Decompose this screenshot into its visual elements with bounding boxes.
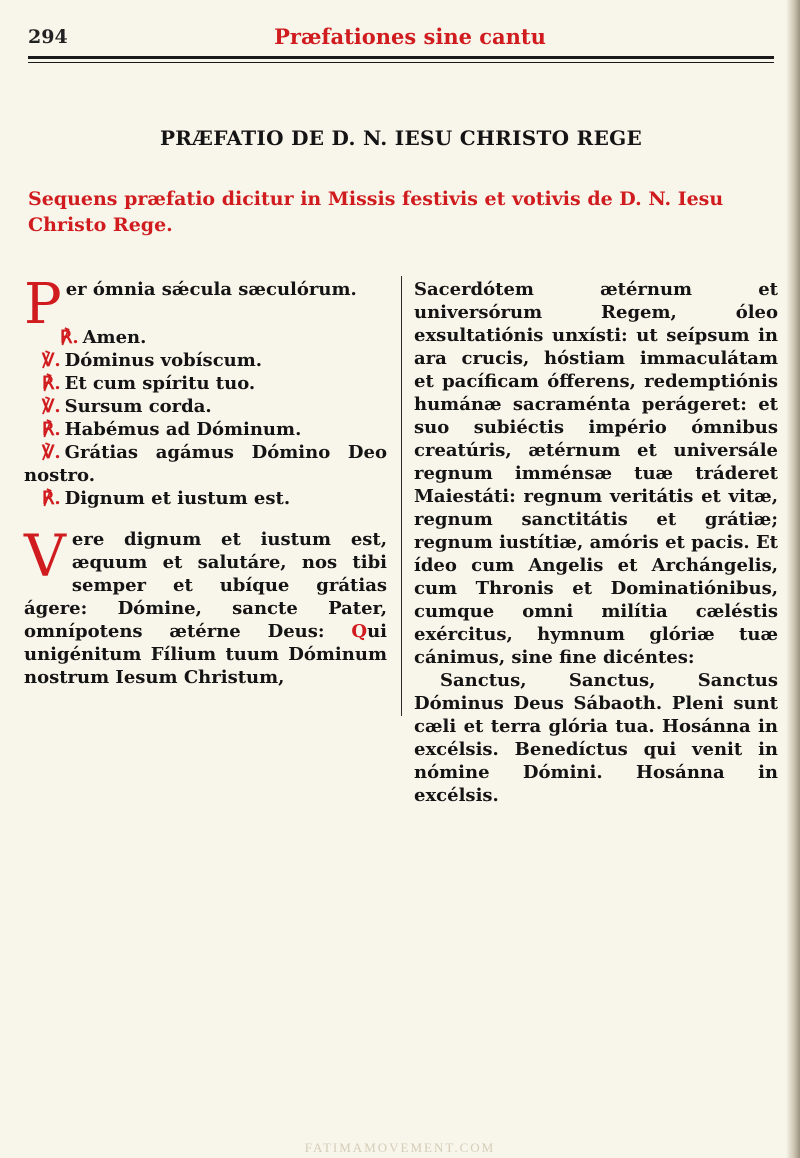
preface-title: PRÆFATIO DE D. N. IESU CHRISTO REGE [159,126,643,150]
dialogue-line: ℟. Amen. [60,327,147,348]
header-rule-thin [28,62,774,63]
response-symbol: ℟. [42,488,61,509]
red-initial-q: Q [351,621,368,642]
preface-text-continued: Sacerdótem ætérnum et universórum Regem, óleo exsultatiónis unxísti: ut seípsum in ara crucis, hóstiam immaculátam et pacíficam ófferens, redemptiónis humánæ sacraménta perágeret: et suo subiéctis império ómnibus creatúris, ætérnum et universále regnum imménsæ tuæ tráderet Maiestáti: regnum veritátis et vitæ, regnum sanctitátis et grátiæ; regnum iustítiæ, amóris et pacis. Et ídeo cum Angelis et Archángelis, cum Thronis et Dominatiónibus, cumque omni milítia cæléstis exércitus, hymnum glóriæ tuæ cánimus, sine fine dicéntes: [414,279,778,668]
preface-continuation: ui unigénitum Fílium tuum Dóminum nostrum Iesum Christum, [24,621,387,688]
rubric-note: Sequens præfatio dicitur in Missis festivis et votivis de D. N. Iesu Christo Rege. [28,188,724,236]
column-divider [401,276,402,716]
dialogue [24,272,387,510]
header-rule [28,56,774,59]
response-symbol: ℟. [42,373,61,394]
dialogue-opening [24,272,387,337]
response-symbol: ℟. [42,419,61,440]
dropcap-v: V [24,522,66,590]
dialogue-line: ℣. Grátias agámus Dómino Deo nostro. [24,442,387,486]
page-number: 294 [28,26,68,48]
running-title: Præfationes sine cantu [274,24,546,49]
versicle-symbol: ℣. [42,442,61,463]
page-edge-shadow [786,0,800,1158]
right-column [414,278,778,807]
left-column [24,272,387,707]
dialogue-line: ℟. Et cum spíritu tuo. [42,373,256,394]
versicle-symbol: ℣. [42,350,61,371]
preface-text-start: Vere dignum et iustum est, æquum et salutáre, nos tibi semper et ubíque grátias ágere: Dómine, sancte Pater, omnípotens ætérne Deus: Qui unigénitum Fílium tuum Dóminum nostrum Iesum Christum, [24,522,387,688]
dialogue-line: ℟. Dignum et iustum est. [42,488,291,509]
dialogue-line: ℣. Dóminus vobíscum. [42,350,263,371]
dialogue-line-opening: er ómnia sǽcula sæculórum. [65,279,357,300]
dropcap-p: P [24,272,62,337]
dialogue-line: ℟. Habémus ad Dóminum. [42,419,302,440]
sanctus-text: Sanctus, Sanctus, Sanctus Dóminus Deus Sábaoth. Pleni sunt cæli et terra glória tua. Hosánna in excélsis. Benedíctus qui venit in nómine Dómini. Hosánna in excélsis. [414,670,778,806]
page-header [28,22,774,52]
versicle-symbol: ℣. [42,396,61,417]
response-symbol: ℟. [60,327,79,348]
dialogue-line: ℣. Sursum corda. [42,396,212,417]
watermark: FATIMAMOVEMENT.COM [304,1140,496,1155]
